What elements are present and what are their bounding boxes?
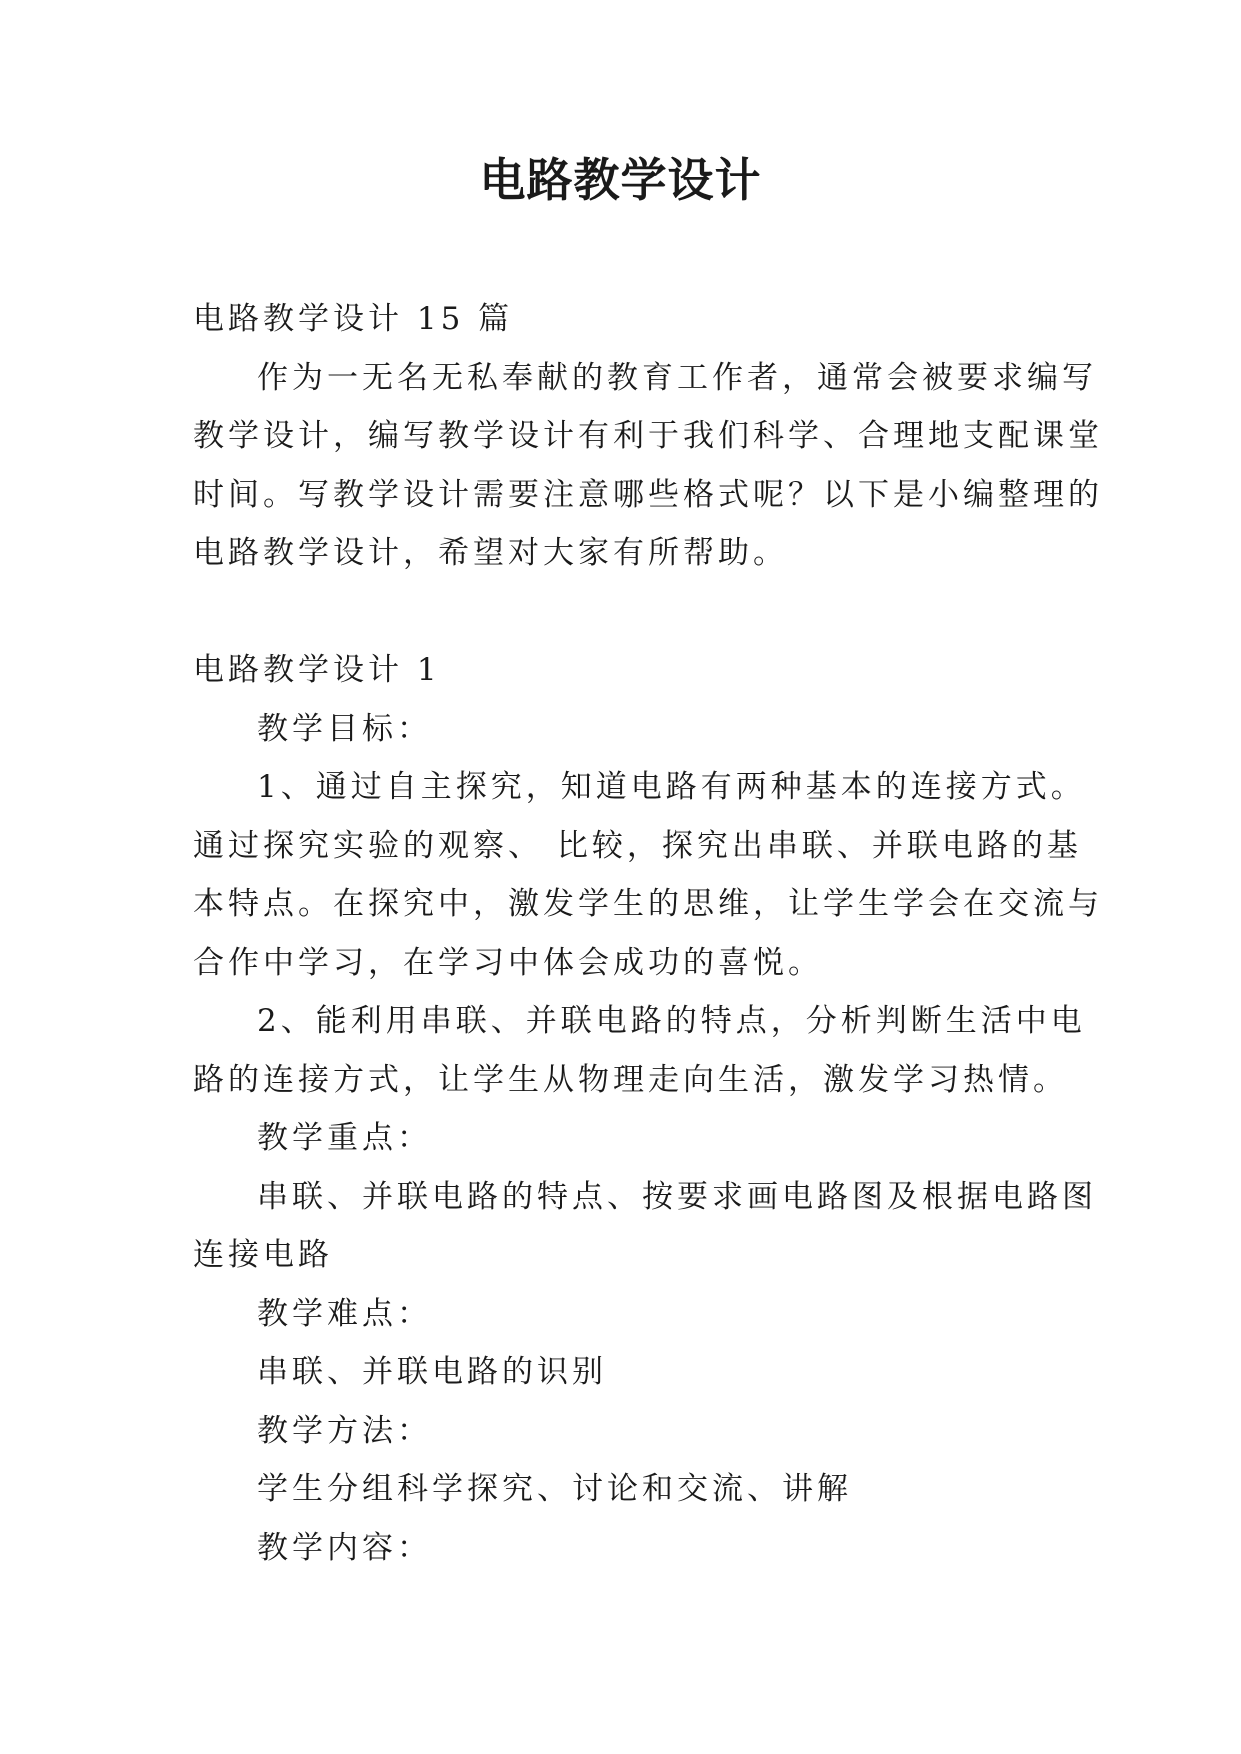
text-line: 连接电路 bbox=[193, 1237, 333, 1273]
text-line: 教学设计，编写教学设计有利于我们科学、合理地支配课堂 bbox=[193, 418, 1103, 454]
subheading-content: 教学内容： bbox=[257, 1529, 432, 1566]
text-line: 通过探究实验的观察、 比较，探究出串联、并联电路的基 bbox=[193, 827, 1082, 864]
blank-line bbox=[193, 583, 1053, 642]
text-line: 合作中学习，在学习中体会成功的喜悦。 bbox=[193, 944, 823, 981]
subheading-difficulties: 教学难点： bbox=[257, 1295, 432, 1332]
text-line: 电路教学设计 15 篇 bbox=[193, 301, 514, 337]
text-line: 路的连接方式，让学生从物理走向生活，激发学习热情。 bbox=[193, 1061, 1068, 1098]
text-line: 学生分组科学探究、讨论和交流、讲解 bbox=[257, 1471, 852, 1507]
text-line: 本特点。在探究中，激发学生的思维，让学生学会在交流与 bbox=[193, 886, 1103, 922]
text-line: 时间。写教学设计需要注意哪些格式呢？以下是小编整理的 bbox=[193, 476, 1103, 513]
subheading-methods: 教学方法： bbox=[257, 1412, 432, 1449]
text-line: 串联、并联电路的识别 bbox=[257, 1354, 607, 1390]
document-body bbox=[193, 290, 1103, 1577]
document-title: 电路教学设计 bbox=[479, 153, 762, 207]
text-line: 串联、并联电路的特点、按要求画电路图及根据电路图 bbox=[257, 1178, 1097, 1215]
text-line: 2、能利用串联、并联电路的特点，分析判断生活中电 bbox=[257, 1003, 1086, 1039]
subheading-key-points: 教学重点： bbox=[257, 1120, 432, 1156]
section-heading: 电路教学设计 1 bbox=[193, 652, 441, 688]
text-line: 1、通过自主探究，知道电路有两种基本的连接方式。 bbox=[257, 769, 1086, 805]
subheading-objectives: 教学目标： bbox=[257, 710, 432, 747]
text-line: 作为一无名无私奉献的教育工作者，通常会被要求编写 bbox=[257, 359, 1097, 396]
text-line: 电路教学设计，希望对大家有所帮助。 bbox=[193, 535, 788, 571]
